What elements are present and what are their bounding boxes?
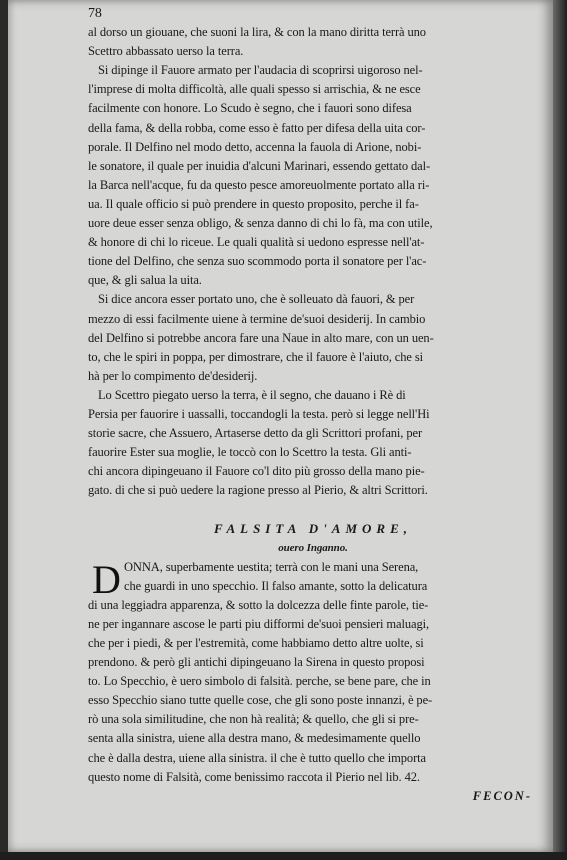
paragraphs-falsita [88,558,538,787]
text-line: Lo Scettro piegato uerso la terra, è il segno, che dauano i Rè di [98,387,406,402]
drop-cap: D [92,556,121,602]
text-line: della fama, & della robba, come esso è fatto per difesa della uita cor- [88,120,426,135]
page-edge-shadow [553,0,567,860]
text-line: l'imprese di molta difficoltà, alle quali spesso si arrischia, & ne esce [88,82,421,97]
text-line: questo nome di Falsità, come benissimo raccota il Pierio nel lib. 42. [88,769,420,784]
text-line: Scettro abbassato uerso la terra. [88,44,244,59]
text-line: prendono. & però gli antichi dipingeuano la Sirena in questo proposi [88,655,425,670]
catchword: FECON- [472,788,532,803]
text-line: facilmente con honore. Lo Scudo è segno, che i fauori sono difesa [88,101,412,116]
book-page [8,0,553,852]
section-subtitle: ouero Inganno. [278,541,348,554]
text-line: to, che le spiri in poppa, per dimostrare, che il fauore è l'aiuto, che si [88,349,424,364]
text-line: que, & gli salua la uita. [88,273,202,288]
text-line: fauorire Ester sua moglie, le toccò con lo Scettro la testa. Gli anti- [88,445,412,460]
text-line: uore deue esser senza obligo, & senza danno di chi lo fà, ma con utile, [88,216,433,231]
section-title: FALSITA D'AMORE, [213,521,412,537]
text-line: le sonatore, il quale per inuidia d'alcuni Marinari, essendo gettato dal- [88,158,431,173]
text-line: esso Specchio siano tutte quelle cose, che gli sono poste innanzi, è pe- [88,693,433,708]
text-line: la Barca nell'acque, fu da questo pesce amoreuolmente portato alla ri- [88,177,430,192]
text-line: to. Lo Specchio, è uero simbolo di falsità. perche, se bene pare, che in [88,674,431,689]
page-text [88,4,538,806]
text-line: chi ancora dipingeuano il Fauore co'l dito più grosso della mano pie- [88,464,425,479]
section-heading [88,519,538,557]
text-line: Persia per fauorire i uassalli, toccandogli la testa. però si legge nell'Hi [88,406,430,421]
bottom-shadow [0,852,567,860]
text-line: ne per ingannare ascose le parti piu difformi de'suoi pensieri maluagi, [88,616,429,631]
text-line: ONNA, superbamente uestita; terrà con le mani una Serena, [124,559,419,574]
text-line: hà per lo compimento de'desiderij. [88,368,258,383]
text-line: porale. Il Delfino nel modo detto, accenna la fauola di Arione, nobi- [88,139,422,154]
text-line: ua. Il quale officio si può prendere in questo proposito, perche il fa- [88,196,419,211]
page-number: 78 [88,6,102,21]
text-line: che è dalla destra, uiene alla sinistra. il che è tutto quello che importa [88,750,426,765]
text-line: senta alla sinistra, uiene alla destra mano, & medesimamente quello [88,731,421,746]
text-line: gato. di che si può uedere la ragione presso al Pierio, & altri Scrittori. [88,483,428,498]
text-line: rò una sola similitudine, che non hà realità; & quello, che gli si pre- [88,712,419,727]
paragraphs-favore [88,23,538,500]
text-line: Si dipinge il Fauore armato per l'audacia di scoprirsi uigoroso nel- [98,63,423,78]
text-line: storie sacre, che Assuero, Artaserse detto da gli Scrittori profani, per [88,426,423,441]
text-line: al dorso un giouane, che suoni la lira, & con la mano diritta terrà uno [88,25,426,40]
text-line: del Delfino si potrebbe ancora fare una Naue in alto mare, con un uen- [88,330,434,345]
text-line: tione del Delfino, che senza suo scommodo porta il sonatore per l'ac- [88,254,427,269]
text-line: di una leggiadra apparenza, & sotto la dolcezza delle finte parole, tie- [88,597,429,612]
text-line: che per i piedi, & per l'estremità, come habbiamo detto altre uolte, si [88,636,424,650]
text-line: mezzo di essi facilmente uiene à termine de'suoi desiderij. In cambio [88,311,426,326]
text-line: Si dice ancora esser portato uno, che è solleuato dà fauori, & per [98,292,415,307]
text-line: che guardi in uno specchio. Il falso amante, sotto la delicatura [124,578,428,593]
text-line: & honore di chi lo riceue. Le quali qualità si uedono espresse nell'at- [88,235,425,250]
